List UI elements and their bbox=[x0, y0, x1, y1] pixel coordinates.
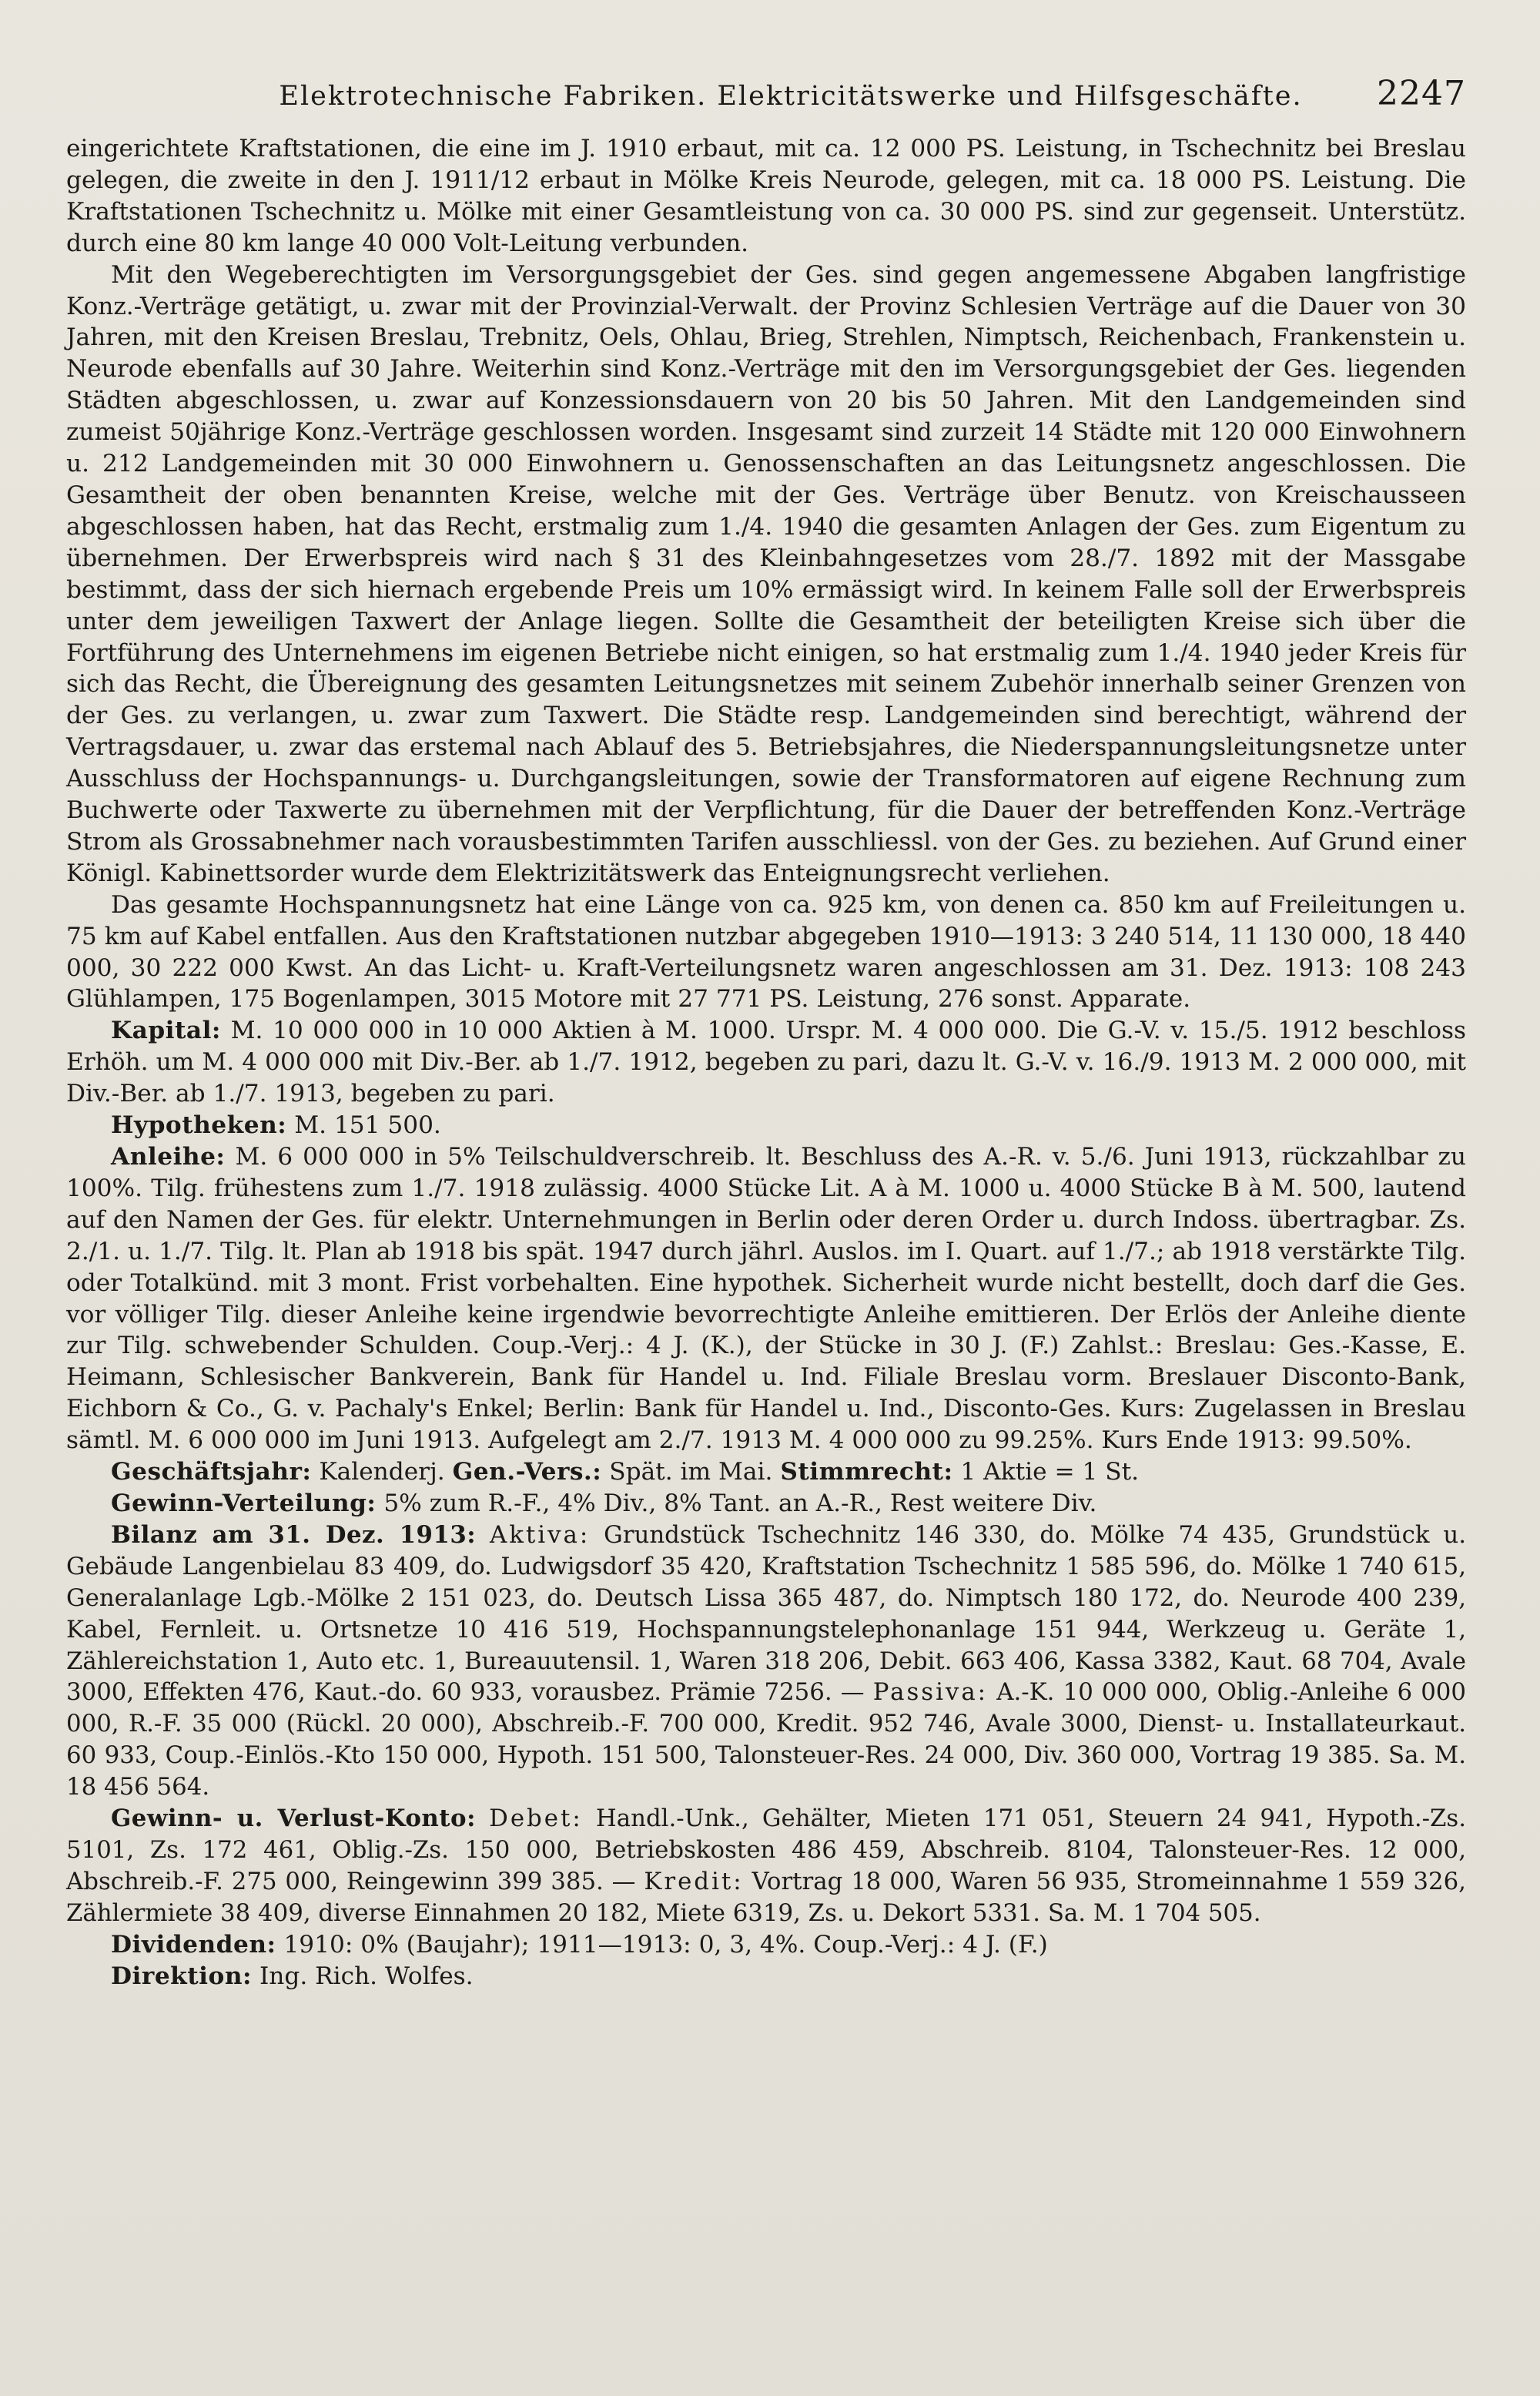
passiva-label: Passiva: bbox=[872, 1678, 989, 1707]
section-label: Dividenden: bbox=[111, 1930, 276, 1959]
passiva-text: A.-K. 10 000 000, Oblig.-Anleihe 6 000 000, R.-F. 35 000 (Rückl. 20 000), Abschreib.-F. 700 000, Kredit. 952 746, Avale 3000, Dienst- u. Installateurkaut. 60 933, Coup.-Einlös.-Kto 150 000, Hypoth. 151 500, Talonsteuer-Res. 24 000, Div. 360 000, Vortrag 19 385. Sa. M. 18 456 564. bbox=[66, 1678, 1466, 1801]
section-direktion bbox=[66, 1961, 1466, 1992]
section-dividenden bbox=[66, 1929, 1466, 1961]
section-label: Hypotheken: bbox=[111, 1111, 287, 1140]
debet-text: Handl.-Unk., Gehälter, Mieten 171 051, Steuern 24 941, Hypoth.-Zs. 5101, Zs. 172 461, Oblig.-Zs. 150 000, Betriebskosten 486 459, Abschreib. 8104, Talonsteuer-Res. 12 000, Abschreib.-F. 275 000, Reingewinn 399 385. — bbox=[66, 1805, 1467, 1895]
running-header bbox=[66, 74, 1466, 113]
section-gewinn-verlust bbox=[66, 1803, 1466, 1929]
section-text: M. 151 500. bbox=[294, 1111, 441, 1140]
section-bilanz bbox=[66, 1520, 1466, 1803]
running-title: Elektrotechnische Fabriken. Elektricitätswerke und Hilfsgeschäfte. bbox=[279, 81, 1303, 112]
section-gewinn-verteilung bbox=[66, 1488, 1466, 1520]
paragraph-concessions: Mit den Wegeberechtigten im Versorgungsgebiet der Ges. sind gegen angemessene Abgaben langfristige Konz.-Verträge getätigt, u. zwar mit der Provinzial-Verwalt. der Provinz Schlesien Verträge auf die Dauer von 30 Jahren, mit den Kreisen Breslau, Trebnitz, Oels, Ohlau, Brieg, Strehlen, Nimptsch, Reichenbach, Frankenstein u. Neurode ebenfalls auf 30 Jahre. Weiterhin sind Konz.-Verträge mit den im Versorgungsgebiet der Ges. liegenden Städten abgeschlossen, u. zwar auf Konzessionsdauern von 20 bis 50 Jahren. Mit den Landgemeinden sind zumeist 50jährige Konz.-Verträge geschlossen worden. Insgesamt sind zurzeit 14 Städte mit 120 000 Einwohnern u. 212 Landgemeinden mit 30 000 Einwohnern u. Genossenschaften an das Leitungsnetz angeschlossen. Die Gesamtheit der oben benannten Kreise, welche mit der Ges. Verträge über Benutz. von Kreischausseen abgeschlossen haben, hat das Recht, erstmalig zum 1./4. 1940 die gesamten Anlagen der Ges. zum Eigentum zu übernehmen. Der Erwerbspreis wird nach § 31 des Kleinbahngesetzes vom 28./7. 1892 mit der Massgabe bestimmt, dass der sich hiernach ergebende Preis um 10% ermässigt wird. In keinem Falle soll der Erwerbspreis unter dem jeweiligen Taxwert der Anlage liegen. Sollte die Gesamtheit der beteiligten Kreise sich über die Fortführung des Unternehmens im eigenen Betriebe nicht einigen, so hat erstmalig zum 1./4. 1940 jeder Kreis für sich das Recht, die Übereignung des gesamten Leitungsnetzes mit seinem Zubehör innerhalb seiner Grenzen von der Ges. zu verlangen, u. zwar zum Taxwert. Die Städte resp. Landgemeinden sind berechtigt, während der Vertragsdauer, u. zwar das erstemal nach Ablauf des 5. Betriebsjahres, die Niederspannungsleitungsnetze unter Ausschluss der Hochspannungs- u. Durchgangsleitungen, sowie der Transformatoren auf eigene Rechnung zum Buchwerte oder Taxwerte zu übernehmen mit der Verpflichtung, für die Dauer der betreffenden Konz.-Verträge Strom als Grossabnehmer nach vorausbestimmten Tarifen ausschliessl. von der Ges. zu beziehen. Auf Grund einer Königl. Kabinettsorder wurde dem Elektrizitätswerk das Enteignungsrecht verliehen. bbox=[66, 260, 1466, 887]
section-text: Ing. Rich. Wolfes. bbox=[259, 1962, 474, 1990]
section-label: Gewinn- u. Verlust-Konto: bbox=[111, 1805, 476, 1833]
section-anleihe bbox=[66, 1141, 1466, 1456]
document-body bbox=[66, 133, 1466, 1992]
section-label: Kapital: bbox=[111, 1017, 221, 1045]
paragraph-intro: eingerichtete Kraftstationen, die eine im J. 1910 erbaut, mit ca. 12 000 PS. Leistung, in Tschechnitz bei Breslau gelegen, die zweite in den J. 1911/12 erbaut in Mölke Kreis Neurode, gelegen, mit ca. 18 000 PS. Leistung. Die Kraftstationen Tschechnitz u. Mölke mit einer Gesamtleistung von ca. 30 000 PS. sind zur gegenseit. Unterstütz. durch eine 80 km lange 40 000 Volt-Leitung verbunden. bbox=[66, 135, 1466, 257]
section-geschaeftsjahr bbox=[66, 1456, 1466, 1488]
kredit-text: Vortrag 18 000, Waren 56 935, Stromeinnahme 1 559 326, Zählermiete 38 409, diverse Einnahmen 20 182, Miete 6319, Zs. u. Dekort 5331. Sa. M. 1 704 505. bbox=[66, 1867, 1466, 1927]
section-text-gen-vers: Spät. im Mai. bbox=[609, 1458, 773, 1486]
section-text: M. 10 000 000 in 10 000 Aktien à M. 1000. Urspr. M. 4 000 000. Die G.-V. v. 15./5. 1912 beschloss Erhöh. um M. 4 000 000 mit Div.-Ber. ab 1./7. 1912, begeben zu pari, dazu lt. G.-V. v. 16./9. 1913 M. 2 000 000, mit Div.-Ber. ab 1./7. 1913, begeben zu pari. bbox=[66, 1017, 1466, 1108]
section-label: Bilanz am 31. Dez. 1913: bbox=[111, 1520, 477, 1549]
debet-label: Debet: bbox=[489, 1805, 583, 1833]
section-text: Kalenderj. bbox=[319, 1458, 445, 1486]
section-label-stimmrecht: Stimmrecht: bbox=[780, 1458, 953, 1486]
section-label-gen-vers: Gen.-Vers.: bbox=[452, 1458, 602, 1486]
section-label: Anleihe: bbox=[111, 1143, 226, 1171]
section-text: 5% zum R.-F., 4% Div., 8% Tant. an A.-R., Rest weitere Div. bbox=[383, 1489, 1097, 1517]
section-kapital bbox=[66, 1015, 1466, 1110]
section-text: 1910: 0% (Baujahr); 1911—1913: 0, 3, 4%. Coup.-Verj.: 4 J. (F.) bbox=[283, 1930, 1048, 1959]
section-label: Gewinn-Verteilung: bbox=[111, 1489, 377, 1517]
paragraph-network: Das gesamte Hochspannungsnetz hat eine Länge von ca. 925 km, von denen ca. 850 km auf Freileitungen u. 75 km auf Kabel entfallen. Aus den Kraftstationen nutzbar abgegeben 1910—1913: 3 240 514, 11 130 000, 18 440 000, 30 222 000 Kwst. An das Licht- u. Kraft-Verteilungsnetz waren angeschlossen am 31. Dez. 1913: 108 243 Glühlampen, 175 Bogenlampen, 3015 Motore mit 27 771 PS. Leistung, 276 sonst. Apparate. bbox=[66, 890, 1466, 1014]
page-number: 2247 bbox=[1377, 74, 1466, 113]
section-text: M. 6 000 000 in 5% Teilschuldverschreib. lt. Beschluss des A.-R. v. 5./6. Juni 1913, rückzahlbar zu 100%. Tilg. frühestens zum 1./7. 1918 zulässig. 4000 Stücke Lit. A à M. 1000 u. 4000 Stücke B à M. 500, lautend auf den Namen der Ges. für elektr. Unternehmungen in Berlin oder deren Order u. durch Indoss. übertragbar. Zs. 2./1. u. 1./7. Tilg. lt. Plan ab 1918 bis spät. 1947 durch jährl. Auslos. im I. Quart. auf 1./7.; ab 1918 verstärkte Tilg. oder Totalkünd. mit 3 mont. Frist vorbehalten. Eine hypothek. Sicherheit wurde nicht bestellt, doch darf die Ges. vor völliger Tilg. dieser Anleihe keine irgendwie bevorrechtigte Anleihe emittieren. Der Erlös der Anleihe diente zur Tilg. schwebender Schulden. Coup.-Verj.: 4 J. (K.), der Stücke in 30 J. (F.) Zahlst.: Breslau: Ges.-Kasse, E. Heimann, Schlesischer Bankverein, Bank für Handel u. Ind. Filiale Breslau vorm. Breslauer Disconto-Bank, Eichborn & Co., G. v. Pachaly's Enkel; Berlin: Bank für Handel u. Ind., Disconto-Ges. Kurs: Zugelassen in Breslau sämtl. M. 6 000 000 im Juni 1913. Aufgelegt am 2./7. 1913 M. 4 000 000 zu 99.25%. Kurs Ende 1913: 99.50%. bbox=[66, 1143, 1466, 1455]
section-text-stimmrecht: 1 Aktie = 1 St. bbox=[960, 1458, 1140, 1486]
section-label: Geschäftsjahr: bbox=[111, 1458, 312, 1486]
aktiva-text: Grundstück Tschechnitz 146 330, do. Mölke 74 435, Grundstück u. Gebäude Langenbielau 83 409, do. Ludwigsdorf 35 420, Kraftstation Tschechnitz 1 585 596, do. Mölke 1 740 615, Generalanlage Lgb.-Mölke 2 151 023, do. Deutsch Lissa 365 487, do. Nimptsch 180 172, do. Neurode 400 239, Kabel, Fernleit. u. Ortsnetze 10 416 519, Hochspannungstelephonanlage 151 944, Werkzeug u. Geräte 1, Zählereichstation 1, Auto etc. 1, Bureauutensil. 1, Waren 318 206, Debit. 663 406, Kassa 3382, Kaut. 68 704, Avale 3000, Effekten 476, Kaut.-do. 60 933, vorausbez. Prämie 7256. — bbox=[66, 1520, 1467, 1707]
kredit-label: Kredit: bbox=[644, 1867, 744, 1895]
aktiva-label: Aktiva: bbox=[490, 1520, 591, 1549]
section-hypotheken bbox=[66, 1110, 1466, 1141]
section-label: Direktion: bbox=[111, 1962, 253, 1990]
